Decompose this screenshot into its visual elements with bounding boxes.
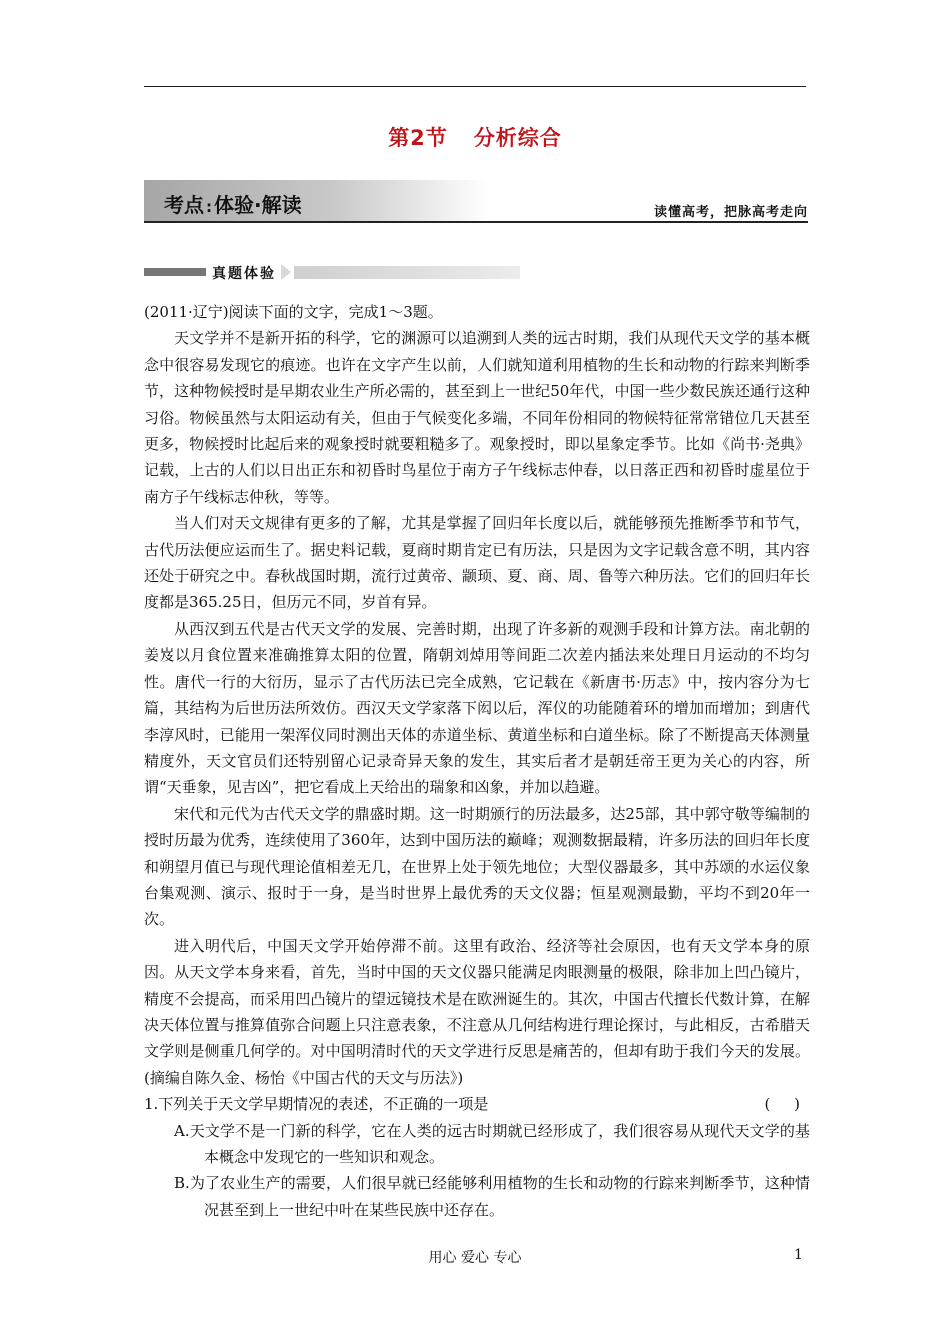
paragraph-2: 当人们对天文规律有更多的了解，尤其是掌握了回归年长度以后，就能够预先推断季节和节气，古代历法便应运而生了。据史料记载，夏商时期肯定已有历法，只是因为文字记载含意不明，其内容还处于研究之中。春秋战国时期，流行过黄帝、颛顼、夏、商、周、鲁等六种历法。它们的回归年长度都是365.25日，但历元不同，岁首有异。: [144, 514, 810, 612]
title-text: 分析综合: [473, 126, 562, 150]
section-banner-rule: [144, 221, 808, 223]
section-banner: [144, 180, 808, 224]
section-banner-slogan: 读懂高考，把脉高考走向: [653, 205, 808, 220]
intro-line: (2011·辽宁)阅读下面的文字，完成1～3题。: [144, 303, 443, 321]
page-number: 1: [794, 1247, 803, 1263]
subsection-fade: [294, 266, 520, 279]
title-section-number: 第2节: [388, 126, 448, 150]
subsection-arrow-icon: [281, 264, 291, 280]
paragraph-1: 天文学并不是新开拓的科学，它的渊源可以追溯到人类的远古时期，我们从现代天文学的基本概念中很容易发现它的痕迹。也许在文字产生以前，人们就知道利用植物的生长和动物的行踪来判断季节，这种物候授时是早期农业生产所必需的，甚至到上一世纪50年代，中国一些少数民族还通行这种习俗。物候虽然与太阳运动有关，但由于气候变化多端，不同年份相同的物候特征常常错位几天甚至更多，物候授时比起后来的观象授时就要粗糙多了。观象授时，即以星象定季节。比如《尚书·尧典》记载，上古的人们以日出正东和初昏时鸟星位于南方子午线标志仲春，以日落正西和初昏时虚星位于南方子午线标志仲秋，等等。: [144, 329, 810, 506]
subsection-banner: [144, 263, 520, 281]
question-1: [144, 1091, 810, 1117]
subsection-label: 真题体验: [212, 266, 276, 282]
answer-blank: ( ): [764, 1095, 800, 1114]
paragraph-5: 进入明代后，中国天文学开始停滞不前。这里有政治、经济等社会原因，也有天文学本身的原因。从天文学本身来看，首先，当时中国的天文仪器只能满足肉眼测量的极限，除非加上凹凸镜片，精度不会提高，而采用凹凸镜片的望远镜技术是在欧洲诞生的。其次，中国古代擅长代数计算，在解决天体位置与推算值弥合问题上只注意表象，不注意从几何结构进行理论探讨，与此相反，古希腊天文学则是侧重几何学的。对中国明清时代的天文学进行反思是痛苦的，但却有助于我们今天的发展。 (摘编自陈久金、杨怡《中国古代的天文与历法》): [144, 936, 810, 1087]
page-title: [0, 122, 950, 152]
article-content: [144, 299, 810, 1223]
question-stem: 1.下列关于天文学早期情况的表述，不正确的一项是: [144, 1095, 489, 1114]
paragraph-3: 从西汉到五代是古代天文学的发展、完善时期，出现了许多新的观测手段和计算方法。南北朝的姜岌以月食位置来准确推算太阳的位置，隋朝刘焯用等间距二次差内插法来处理日月运动的不均匀性。唐代一行的大衍历，显示了古代历法已完全成熟，它记载在《新唐书·历志》中，按内容分为七篇，其结构为后世历法所效仿。西汉天文学家落下闳以后，浑仪的功能随着环的增加而增加；到唐代李淳风时，已能用一架浑仪同时测出天体的赤道坐标、黄道坐标和白道坐标。除了不断提高天体测量精度外，天文官员们还特别留心记录奇异天象的发生，其实后者才是朝廷帝王更为关心的内容，所谓“天垂象，见吉凶”，把它看成上天给出的瑞象和凶象，并加以趋避。: [144, 619, 810, 797]
section-banner-label: [164, 189, 302, 218]
section-label-main: 考点: [164, 193, 204, 217]
option-b: B.为了农业生产的需要，人们很早就已经能够利用植物的生长和动物的行踪来判断季节，这种情况甚至到上一世纪中叶在某些民族中还存在。: [174, 1174, 810, 1219]
option-a: A.天文学不是一门新的科学，它在人类的远古时期就已经形成了，我们很容易从现代天文学的基本概念中发现它的一些知识和观念。: [174, 1121, 810, 1166]
subsection-dash: [144, 268, 206, 276]
footer-text: 用心 爱心 专心: [428, 1250, 522, 1266]
paragraph-4: 宋代和元代为古代天文学的鼎盛时期。这一时期颁行的历法最多，达25部，其中郭守敬等编制的授时历最为优秀，连续使用了360年，达到中国历法的巅峰；观测数据最精，许多历法的回归年长度和朔望月值已与现代理论值相差无几，在世界上处于领先地位；大型仪器最多，其中苏颂的水运仪象台集观测、演示、报时于一身，是当时世界上最优秀的天文仪器；恒星观测最勤，平均不到20年一次。: [144, 804, 810, 929]
section-label-sep: :: [206, 198, 212, 216]
top-rule: [144, 86, 806, 87]
section-label-sub: 体验·解读: [214, 193, 302, 217]
